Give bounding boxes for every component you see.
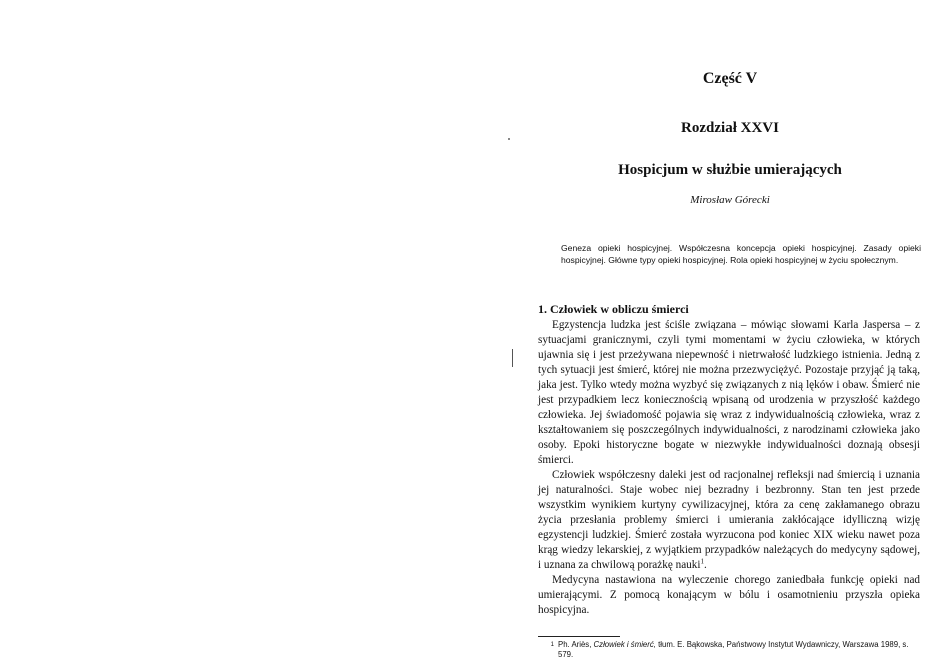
section-heading: 1. Człowiek w obliczu śmierci: [538, 302, 689, 316]
footnote-author: Ph. Ariès,: [558, 640, 592, 649]
scan-speck: [508, 138, 510, 140]
chapter-title: Hospicjum w służbie umierających: [618, 162, 842, 178]
footnote-divider: [538, 636, 620, 637]
footnote-work: Człowiek i śmierć,: [593, 640, 656, 649]
paragraph: Egzystencja ludzka jest ściśle związana – mówiąc słowami Karla Jaspersa – z sytuacjami granicznymi, czyli tymi momentami w życiu człowieka, w których ujawnia się i jest przeżywana niepewność i nietrwałość ludzkiego istnienia. Jedną z tych sytuacji jest śmierć, której nie można przezwyciężyć. Pozostaje przyjąć ją taką, jaka jest. Tylko wtedy można wyzbyć się związanych z nią lęków i obaw. Śmierć nie jest przypadkiem lecz koniecznością wpisaną od urodzenia w przyszłość każdego człowieka. Jej świadomość pojawia się wraz z indywidualnością człowieka, wraz z kształtowaniem się poszczególnych indywidualności, z narodzinami człowieka jako osoby. Epoki historyczne bogate w niezwykłe indywidualności doznają obsesji śmierci.: [538, 319, 920, 466]
author-name: Mirosław Górecki: [690, 194, 770, 206]
chapter-heading: Rozdział XXVI: [681, 120, 779, 136]
paragraph: Człowiek współczesny daleki jest od racjonalnej refleksji nad śmiercią i uznania jej naturalności. Staje wobec niej bezradny i bezbronny. Stan ten jest przede wszystkim wynikiem kurtyny cywilizacyjnej, która za cenę zakłamanego obrazu życia przesłania problemy śmierci i umierania zakłócające idylliczną wizję egzystencji ludzkiej. Śmierć została wyrzucona pod koniec XIX wieku nawet poza krąg wiedzy lekarskiej, z wyjątkiem przypadków należących do medycyny sądowej, i uznana za chwilową porażkę nauki$^1$.: [538, 469, 920, 571]
paragraph-text: Człowiek współczesny daleki jest od racjonalnej refleksji nad śmiercią i uznania jej naturalności. Staje wobec niej bezradny i bezbronny. Stan ten jest przede wszystkim wynikiem kurtyny cywilizacyjnej, która za cenę zakłamanego obrazu życia przesłania problemy śmierci i umierania zakłócające idylliczną wizję egzystencji ludzkiej. Śmierć została wyrzucona pod koniec XIX wieku nawet poza krąg wiedzy lekarskiej, z wyjątkiem przypadków należących do medycyny sądowej, i uznana za chwilową porażkę nauki: [538, 469, 920, 571]
body-text: [538, 318, 920, 618]
paragraph: Medycyna nastawiona na wyleczenie chorego zaniedbała funkcję opieki nad umierającymi. Z pomocą konającym w bólu i osamotnieniu przyszła opieka hospicyjna.: [538, 574, 920, 616]
margin-line: [512, 349, 513, 367]
footnote-rest: tłum. E. Bąkowska, Państwowy Instytut Wydawniczy, Warszawa 1989, s. 579.: [558, 640, 909, 659]
footnote: [538, 640, 920, 660]
part-heading: Część V: [702, 70, 758, 87]
footnote-number: 1: [550, 642, 554, 648]
footnote-ref: 1: [700, 557, 704, 566]
chapter-abstract: Geneza opieki hospicyjnej. Współczesna koncepcja opieki hospicyjnej. Zasady opieki hospicyjnej. Główne typy opieki hospicyjnej. Rola opieki hospicyjnej w życiu społecznym.: [561, 243, 921, 265]
